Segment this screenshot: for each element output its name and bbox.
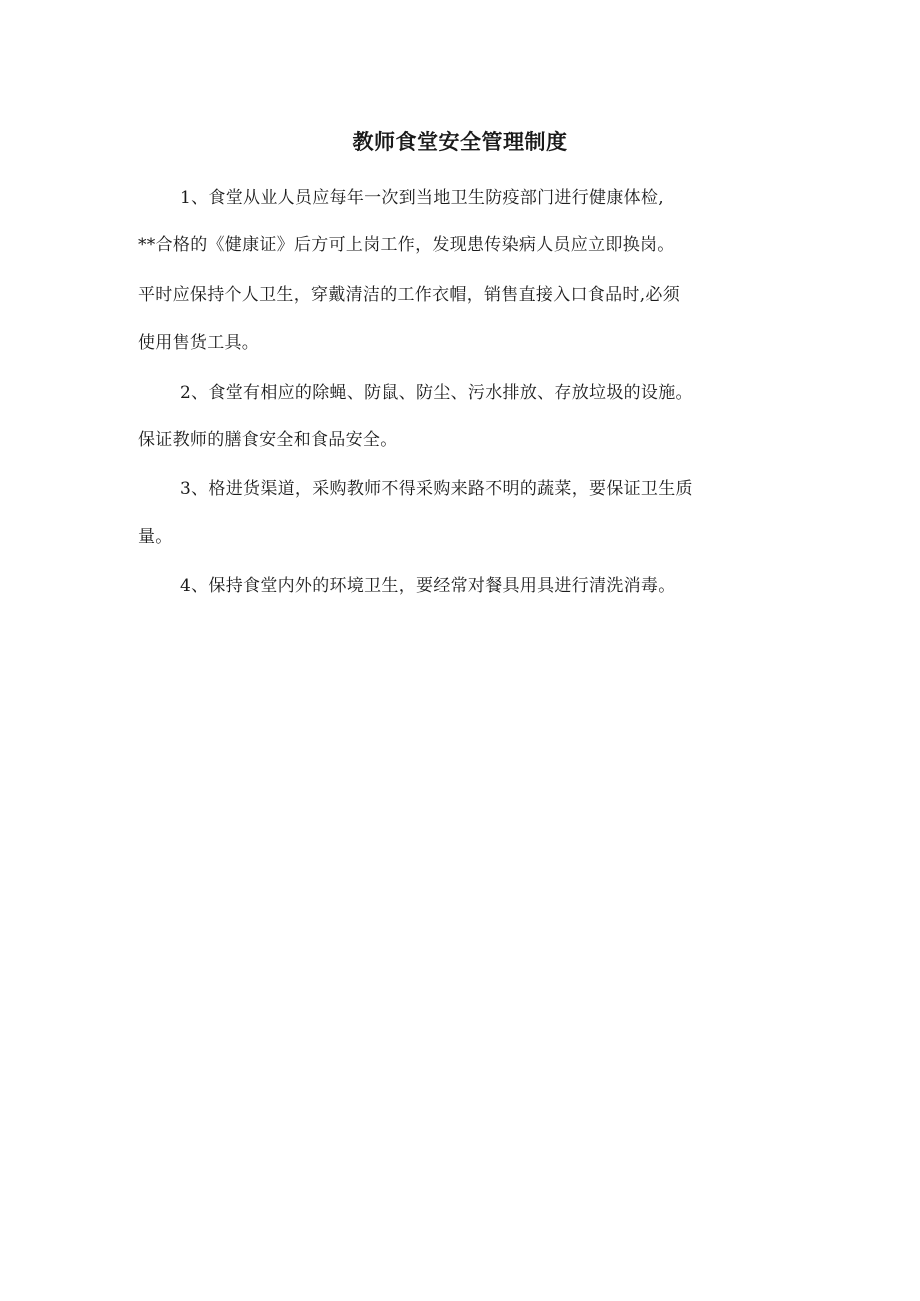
rule-2-line-2: 保证教师的膳食安全和食品安全。 [138, 430, 398, 450]
document-title: 教师食堂安全管理制度 [352, 130, 568, 154]
rule-3-line-1: 3、格进货渠道，采购教师不得采购来路不明的蔬菜，要保证卫生质 [180, 479, 693, 499]
rule-4-line-1: 4、保持食堂内外的环境卫生，要经常对餐具用具进行清洗消毒。 [180, 576, 676, 596]
rule-1-line-3: 平时应保持个人卫生，穿戴清洁的工作衣帽，销售直接入口食品时,必须 [138, 285, 681, 305]
rule-2-line-1: 2、食堂有相应的除蝇、防鼠、防尘、污水排放、存放垃圾的设施。 [180, 383, 693, 403]
rule-1-line-4: 使用售货工具。 [138, 333, 260, 353]
rule-1-line-2: **合格的《健康证》后方可上岗工作，发现患传染病人员应立即换岗。 [138, 235, 675, 255]
rule-1-line-1: 1、食堂从业人员应每年一次到当地卫生防疫部门进行健康体检, [180, 188, 664, 208]
rule-3-line-2: 量。 [138, 527, 173, 547]
